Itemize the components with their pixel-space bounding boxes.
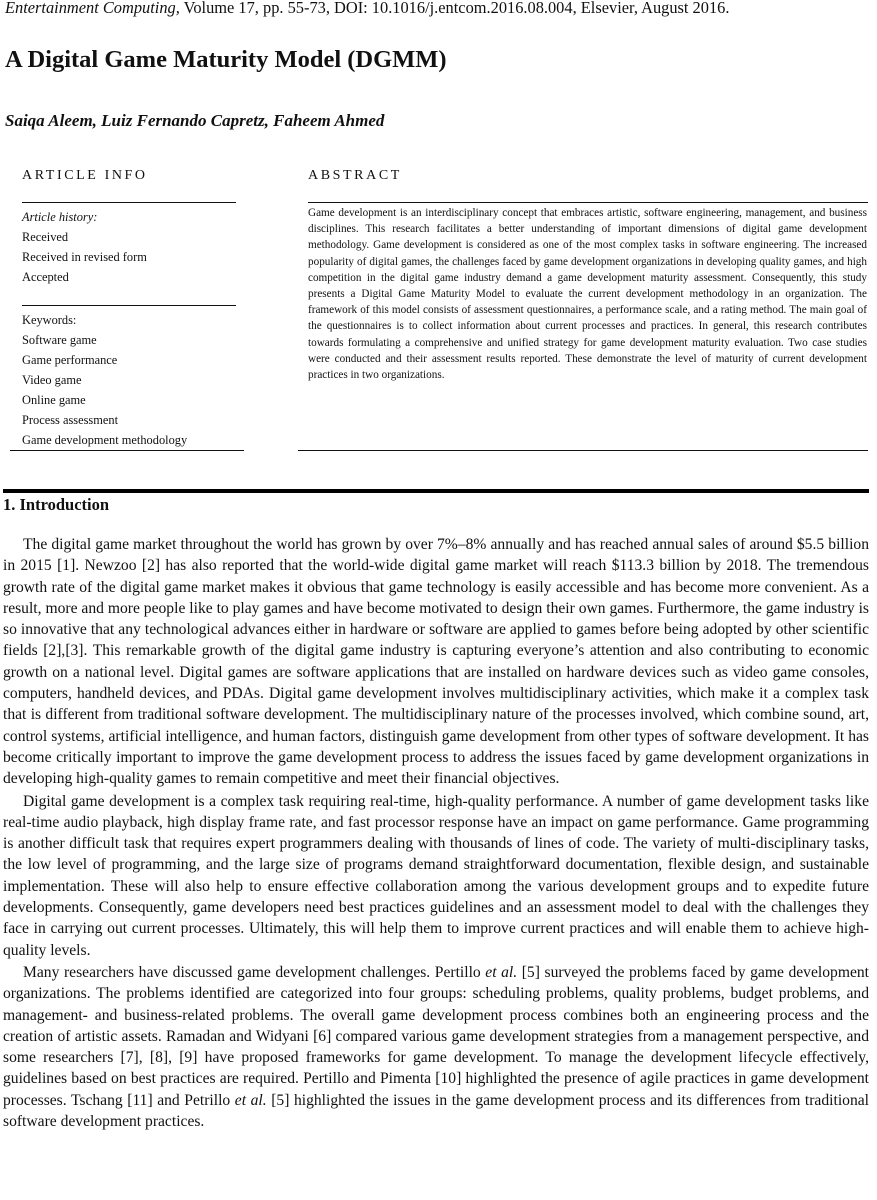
keyword-list: [22, 310, 187, 450]
keyword-item: Online game: [22, 393, 86, 407]
history-keywords-divider: [22, 305, 236, 306]
paragraph-3-part-b: [5] surveyed the problems faced by game development organizations. The problems identified are categorized into four groups: scheduling problems, quality problems, budget problems, and management- and business-related problems. The overall game development process combines both an engineering process and the creation of artistic assets. Ramadan and Widyani [6] compared various game development strategies from a management perspective, and some researchers [7], [8], [9] have proposed frameworks for game development. To manage the development lifecycle effectively, guidelines based on best practices are required. Pertillo and Pimenta [10] highlighted the presence of agile practices in game development processes. Tschang [11] and Petrillo: [3, 963, 870, 1109]
paragraph-3-part-c: [5] highlighted the issues in the game development process and its differences from traditional software development practices.: [3, 1091, 869, 1131]
history-revised: Received in revised form: [22, 250, 147, 264]
abstract-body: Game development is an interdisciplinary concept that embraces artistic, software engineering, management, and business disciplines. This research facilitates a better understanding of important dimensions of digital game development methodology. Game development is considered as one of the most complex tasks in software engineering. The increased popularity of digital games, the challenges faced by game development organizations in developing quality games, and high competition in the digital game industry demand a game development maturity assessment. Consequently, this study presents a Digital Game Maturity Model to evaluate the current development methodology in an organization. The framework of this model consists of assessment questionnaires, a performance scale, and a rating method. The main goal of the questionnaires is to collect information about current processes and practices. In general, this research contributes towards formulating a comprehensive and unified strategy for game development maturity evaluation. Two case studies were conducted and their assessment results reported. These demonstrate the level of maturity of current development practices in two organizations.: [308, 207, 867, 382]
history-received: Received: [22, 230, 69, 244]
article-info-bottom-rule: [10, 450, 244, 451]
paragraph-3-part-a: Many researchers have discussed game development challenges. Pertillo: [23, 963, 486, 981]
section-divider: [3, 489, 869, 493]
introduction-body: [3, 534, 869, 1132]
keyword-item: Software game: [22, 333, 97, 347]
paper-title: A Digital Game Maturity Model (DGMM): [5, 46, 447, 73]
citation-details: Volume 17, pp. 55-73, DOI: 10.1016/j.entcom.2016.08.004, Elsevier, August 2016.: [179, 0, 730, 17]
abstract-top-rule: [308, 202, 868, 203]
abstract-bottom-rule: [298, 450, 868, 451]
paragraph-2: Digital game development is a complex task requiring real-time, high-quality performance. A number of game development tasks like real-time audio playback, high display frame rate, and fast processor response have an impact on game performance. Game programming is another difficult task that requires expert programmers dealing with thousands of lines of code. The variety of multi-disciplinary tasks, the low level of programming, and the large size of programs demand straightforward documentation, flexible design, and sustainable implementation. These will also help to ensure effective collaboration among the various development groups and to expedite future developments. Consequently, game developers need best practices guidelines and an assessment model to deal with the challenges they face in carrying out current processes. Ultimately, this will help them to improve current practices and will enable them to achieve high-quality levels.: [3, 792, 869, 959]
keywords-label: Keywords:: [22, 313, 77, 327]
author-list: Saiqa Aleem, Luiz Fernando Capretz, Faheem Ahmed: [5, 111, 385, 130]
paragraph-1: The digital game market throughout the world has grown by over 7%–8% annually and has reached annual sales of around $5.5 billion in 2015 [1]. Newzoo [2] has also reported that the world-wide digital game market will reach $113.3 billion by 2018. The tremendous growth rate of the digital game market makes it obvious that game technology is easily accessible and has become more convenient. As a result, more and more people like to play games and have become motivated to design their own games. Furthermore, the game industry is so innovative that any technological advances either in hardware or software are applied to games before being adopted by other scientific fields [2],[3]. This remarkable growth of the digital game industry is capturing everyone’s attention and also contributing to economic growth on a national level. Digital games are software applications that are installed on hardware devices such as video game consoles, computers, handheld devices, and PDAs. Digital game development involves multidisciplinary activities, which make it a complex task that is different from traditional software development. The multidisciplinary nature of the processes involved, which combine sound, art, control systems, artificial intelligence, and human factors, distinguish game development from other types of software development. It has become critically important to improve the game development process to address the issues faced by game development organizations in developing high-quality games to remain competitive and meet their financial objectives.: [3, 536, 869, 788]
journal-name: Entertainment Computing,: [5, 0, 180, 17]
keyword-item: Video game: [22, 373, 82, 387]
article-info-top-rule: [22, 202, 236, 203]
article-history: [22, 207, 147, 287]
et-al-italic: et al.: [234, 1091, 267, 1109]
paragraph-3: [3, 962, 869, 1132]
keyword-item: Game development methodology: [22, 433, 188, 447]
article-info-heading: ARTICLE INFO: [22, 168, 148, 183]
keyword-item: Process assessment: [22, 413, 119, 427]
et-al-italic: et al.: [485, 963, 518, 981]
citation-line: [5, 0, 877, 18]
history-accepted: Accepted: [22, 270, 69, 284]
article-history-label: Article history:: [22, 210, 98, 224]
keyword-item: Game performance: [22, 353, 118, 367]
abstract-heading: ABSTRACT: [308, 168, 402, 183]
introduction-heading: 1. Introduction: [3, 495, 110, 514]
